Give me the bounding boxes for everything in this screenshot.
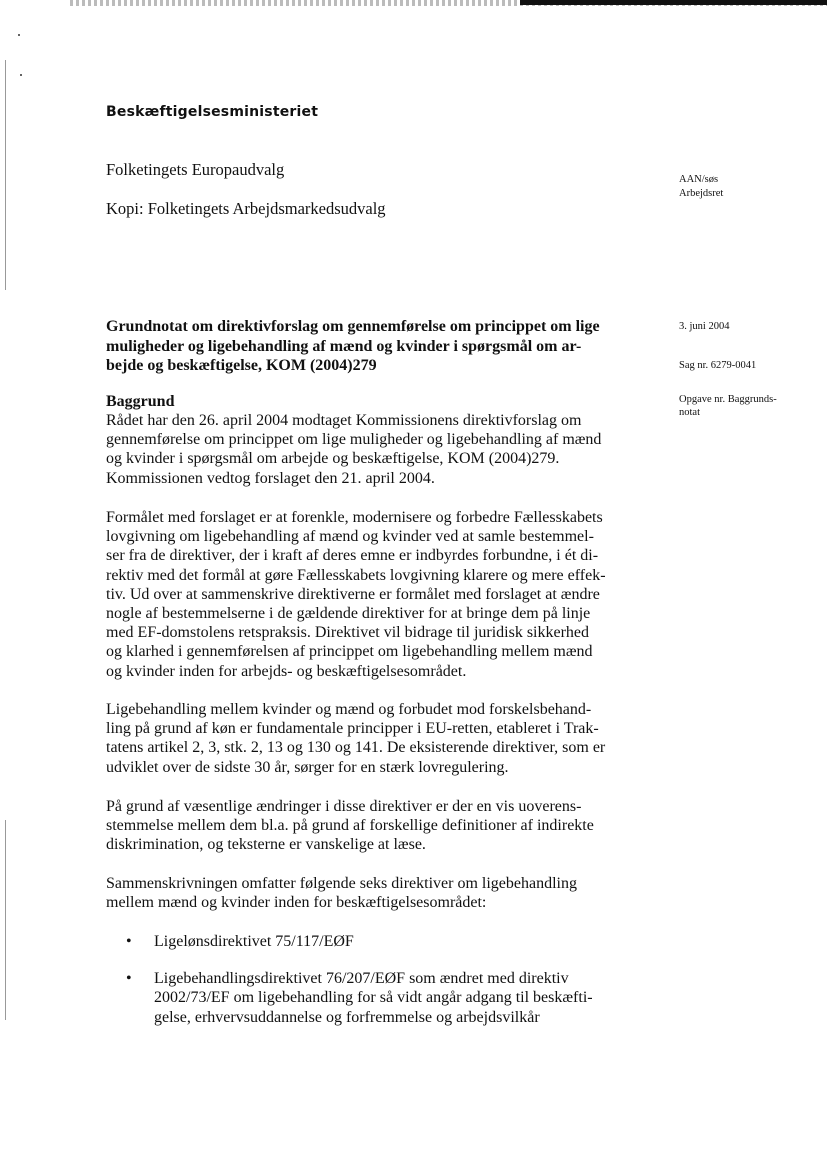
sidebar-task-line: notat — [679, 407, 700, 418]
sidebar-department: Arbejdsret — [679, 188, 724, 199]
scan-speck — [20, 74, 22, 76]
paragraph-line: gennemførelse om princippet om lige muligheder og ligebehandling af mænd — [106, 431, 602, 449]
paragraph-line: og klarhed i gennemførelsen af princippet om ligebehandling mellem mænd — [106, 643, 593, 661]
list-item-line: gelse, erhvervsuddannelse og forfremmelse og arbejdsvilkår — [154, 1008, 540, 1026]
paragraph-line: stemmelse mellem dem bl.a. på grund af forskellige definitioner af indirekte — [106, 817, 594, 835]
scan-top-shadow — [520, 0, 827, 5]
title-line: bejde og beskæftigelse, KOM (2004)279 — [106, 357, 377, 374]
document-title — [106, 317, 646, 376]
paragraph-line: udviklet over de sidste 30 år, sørger for en stærk lovregulering. — [106, 758, 509, 776]
paragraph-line: Ligebehandling mellem kvinder og mænd og forbudet mod forskelsbehand- — [106, 701, 592, 718]
paragraph-line: og kvinder i spørgsmål om arbejde og beskæftigelse, KOM (2004)279. — [106, 450, 560, 468]
list-item-line: • Ligebehandlingsdirektivet 76/207/EØF som ændret med direktiv — [154, 970, 569, 988]
paragraph-line: lovgivning om ligebehandling af mænd og kvinder ved at samle bestemmel- — [106, 528, 594, 546]
paragraph-line: nogle af bestemmelserne i de gældende direktiver for at bringe dem på linje — [106, 605, 591, 623]
list-item — [106, 969, 626, 1027]
scan-speck — [18, 34, 20, 36]
paragraph — [106, 874, 626, 912]
paragraph — [106, 700, 626, 777]
list-item-line: • Ligelønsdirektivet 75/117/EØF — [154, 933, 354, 950]
paragraph — [106, 797, 626, 855]
title-line: muligheder og ligebehandling af mænd og kvinder i spørgsmål om ar- — [106, 337, 582, 355]
sidebar-case-number: Sag nr. 6279-0041 — [679, 360, 757, 371]
sidebar-initials: AAN/søs — [679, 174, 719, 185]
paragraph-line: diskrimination, og teksterne er vanskelige at læse. — [106, 836, 426, 854]
paragraph-line: med EF-domstolens retspraksis. Direktivet vil bidrage til juridisk sikkerhed — [106, 624, 590, 642]
paragraph-line: Rådet har den 26. april 2004 modtaget Kommissionens direktivforslag om — [106, 412, 582, 429]
scan-left-edge — [5, 820, 6, 1020]
list-item — [106, 932, 626, 951]
ministry-name: Beskæftigelsesministeriet — [106, 104, 319, 120]
sidebar-task-line: Opgave nr. Baggrunds- — [679, 394, 777, 405]
scan-left-edge — [5, 60, 6, 290]
paragraph-line: og kvinder inden for arbejds- og beskæftigelsesområdet. — [106, 662, 467, 680]
paragraph-line: Sammenskrivningen omfatter følgende seks direktiver om ligebehandling — [106, 875, 577, 892]
list-item-line: 2002/73/EF om ligebehandling for så vidt angår adgang til beskæfti- — [154, 989, 593, 1007]
paragraph — [106, 508, 626, 681]
paragraph-line: tatens artikel 2, 3, stk. 2, 13 og 130 og 141. De eksisterende direktiver, som er — [106, 739, 606, 757]
paragraph — [106, 411, 626, 488]
paragraph-line: Kommissionen vedtog forslaget den 21. april 2004. — [106, 469, 435, 487]
directive-list — [106, 932, 626, 1027]
copy-recipient: Kopi: Folketingets Arbejdsmarkedsudvalg — [106, 199, 386, 218]
paragraph-line: mellem mænd og kvinder inden for beskæftigelsesområdet: — [106, 894, 487, 912]
paragraph-line: På grund af væsentlige ændringer i disse direktiver er der en vis uoverens- — [106, 798, 582, 815]
paragraph-line: ling på grund af køn er fundamentale principper i EU-retten, etableret i Trak- — [106, 720, 599, 738]
section-heading: Baggrund — [106, 393, 175, 410]
title-line: Grundnotat om direktivforslag om gennemførelse om princippet om lige — [106, 318, 600, 335]
paragraph-line: Formålet med forslaget er at forenkle, modernisere og forbedre Fællesskabets — [106, 509, 603, 526]
recipient: Folketingets Europaudvalg — [106, 160, 285, 179]
paragraph-line: tiv. Ud over at sammenskrive direktiverne er formålet med forslaget at ændre — [106, 585, 600, 603]
paragraph-line: rektiv med det formål at gøre Fællesskabets lovgivning klarere og mere effek- — [106, 566, 606, 584]
paragraph-line: ser fra de direktiver, der i kraft af deres emne er indbyrdes forbundne, i ét di- — [106, 547, 599, 565]
sidebar-date: 3. juni 2004 — [679, 321, 730, 332]
